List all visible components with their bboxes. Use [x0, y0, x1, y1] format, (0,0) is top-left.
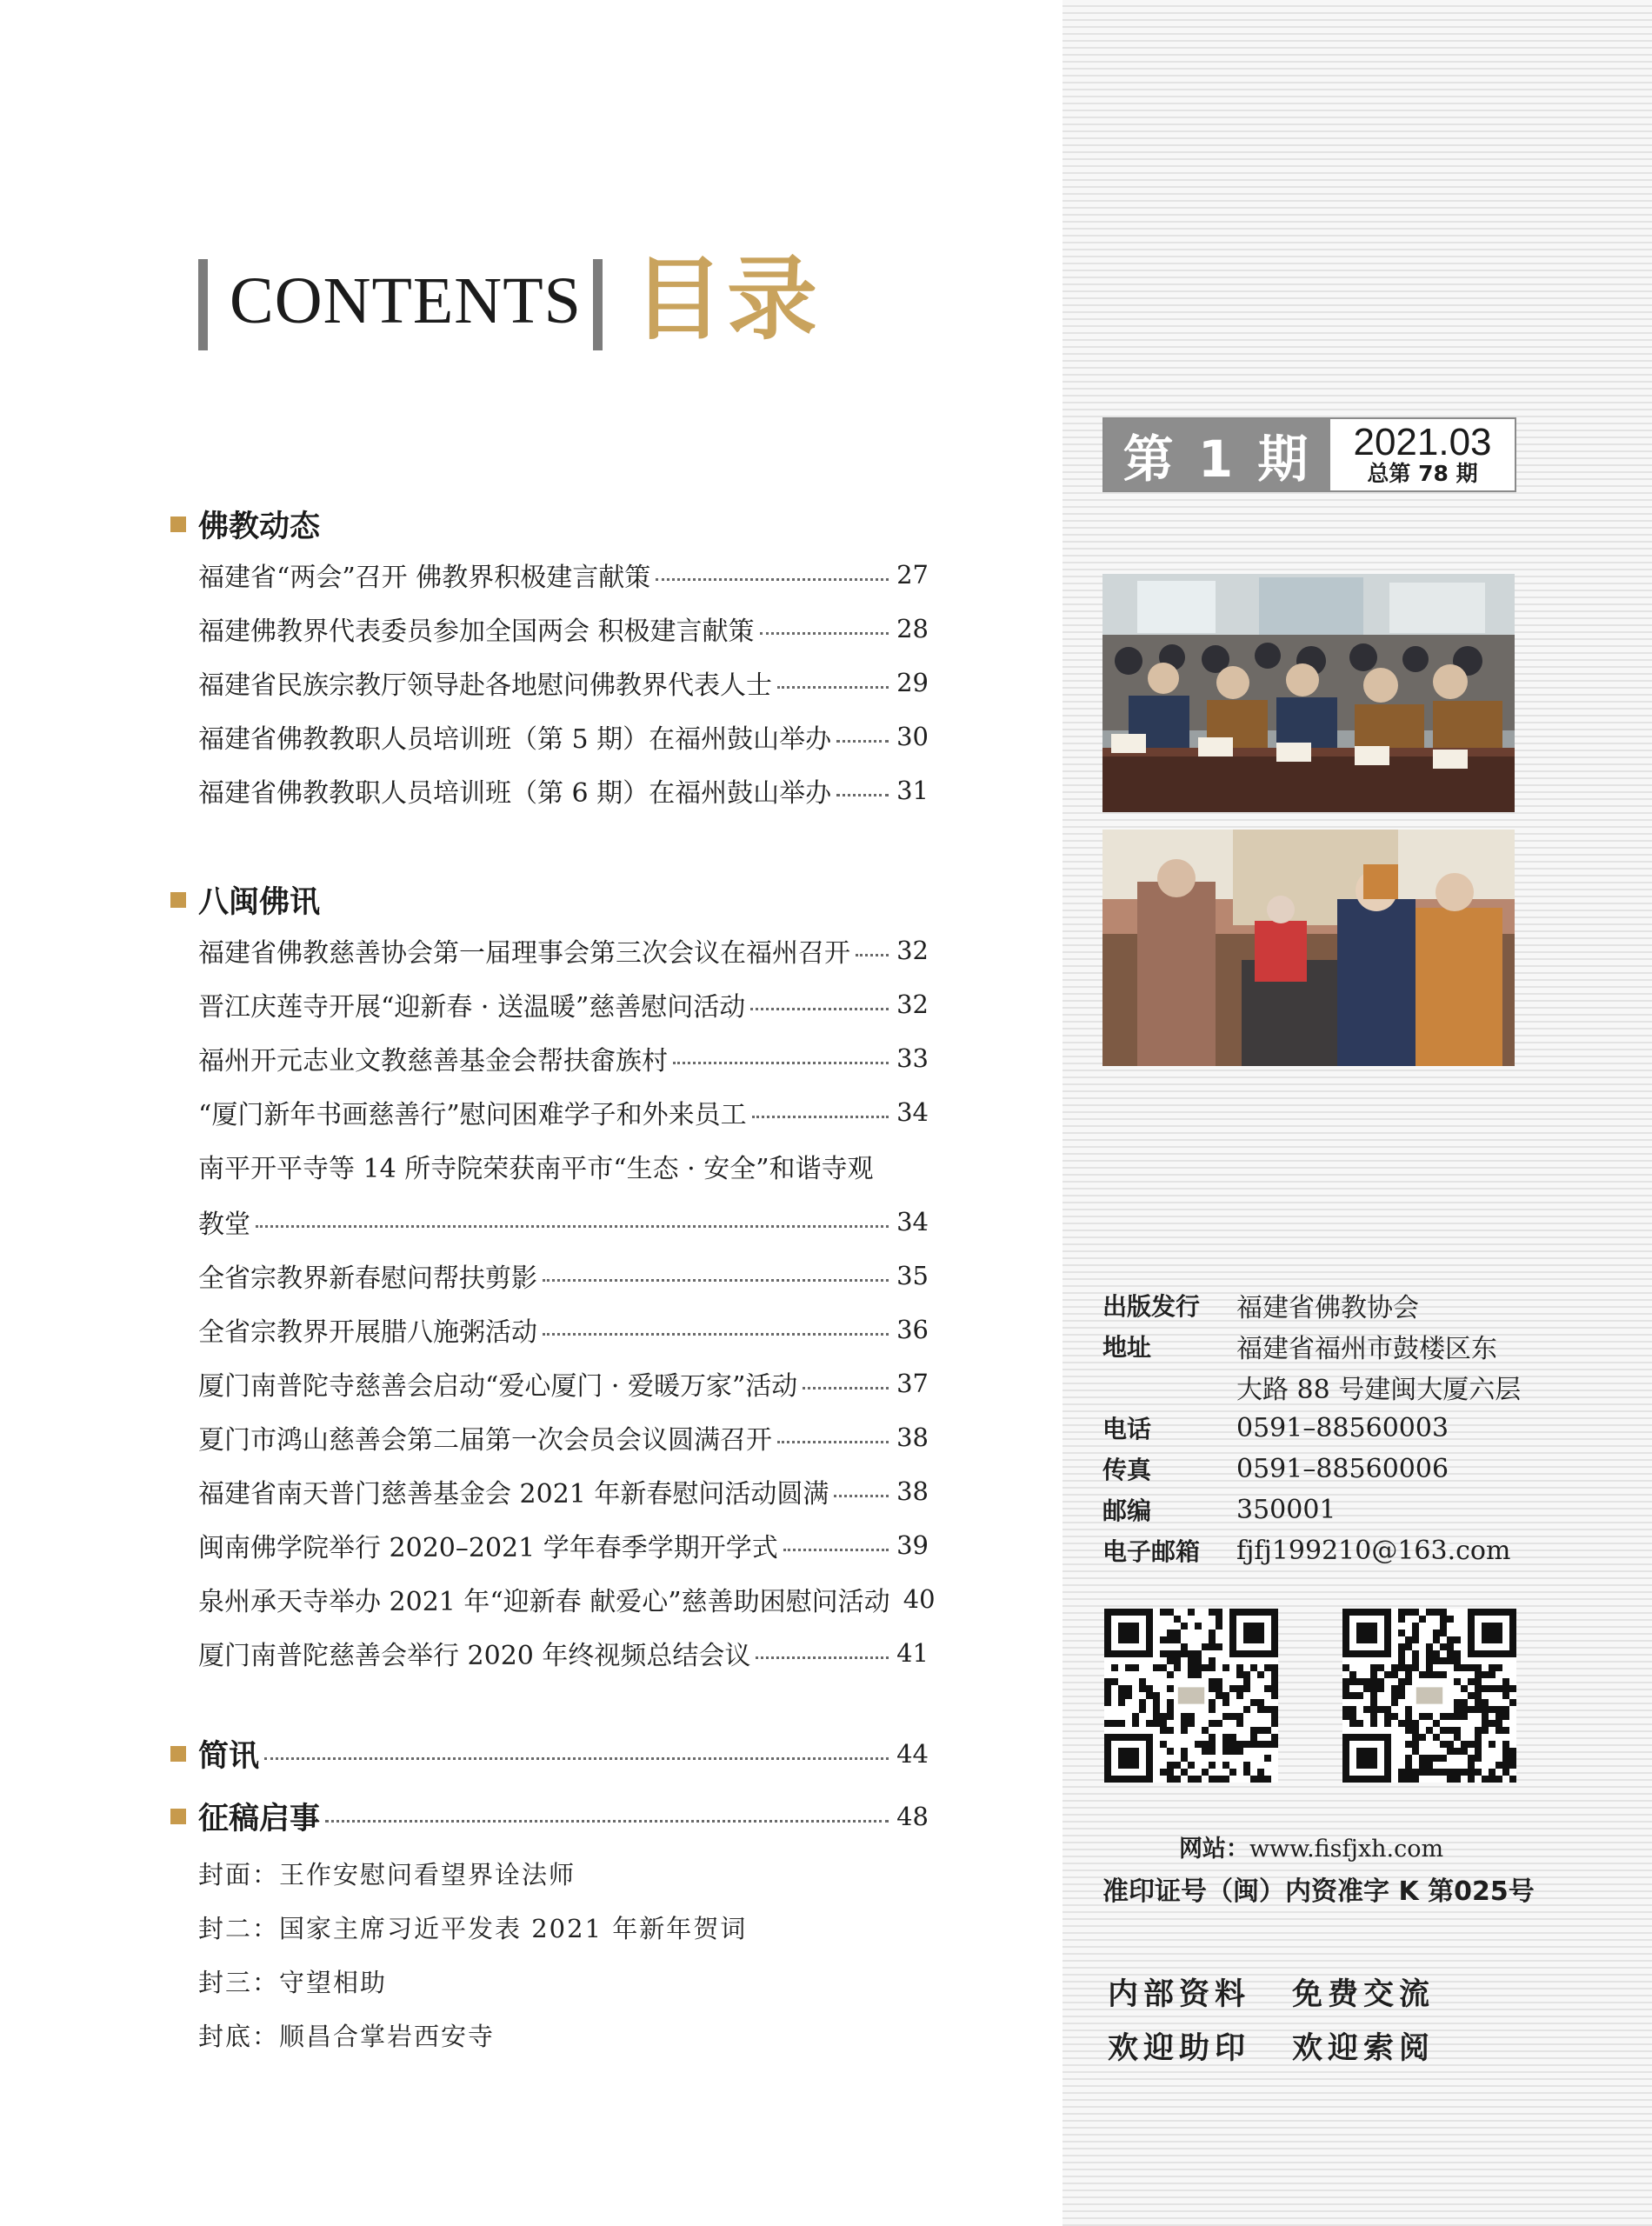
toc-entry[interactable] [198, 1202, 929, 1242]
info-value: 0591–88560006 [1236, 1453, 1449, 1484]
toc-entry-title: 闽南佛学院举行 2020–2021 学年春季学期开学式 [198, 1533, 778, 1563]
toc-entry-title: 福建省民族宗教厅领导赴各地慰问佛教界代表人士 [198, 670, 772, 701]
toc-section-entry[interactable] [170, 1734, 929, 1774]
section-marker-icon [170, 1809, 186, 1824]
leader-dots [836, 740, 889, 743]
toc-entry-page: 27 [896, 560, 929, 590]
section-heading [170, 880, 320, 920]
section-marker-icon [170, 1746, 186, 1762]
toc-entry-page: 40 [903, 1584, 936, 1614]
toc-entry[interactable] [198, 1633, 929, 1673]
toc-entry-page: 32 [896, 990, 929, 1019]
toc-entry-page: 44 [896, 1739, 929, 1769]
issue-badge [1102, 417, 1516, 492]
info-fax [1102, 1449, 1449, 1489]
header-bar-left [198, 259, 208, 350]
slogan-internal: 内部资料 [1108, 1977, 1251, 2012]
info-label: 电子邮箱 [1102, 1537, 1201, 1566]
toc-entry[interactable] [198, 716, 929, 756]
leader-dots [673, 1062, 889, 1064]
toc-entry[interactable] [198, 1471, 929, 1511]
toc-entry-title: 福建省佛教慈善协会第一届理事会第三次会议在福州召开 [198, 938, 850, 969]
toc-entry[interactable] [198, 1256, 929, 1296]
leader-dots [834, 1495, 889, 1497]
toc-entry[interactable] [198, 1038, 929, 1078]
leader-dots [760, 632, 889, 635]
toc-entry-title: 福建省南天普门慈善基金会 2021 年新春慰问活动圆满 [198, 1479, 829, 1510]
toc-entry-page: 28 [896, 614, 929, 643]
toc-entry-page: 36 [896, 1315, 929, 1344]
toc-entry[interactable] [198, 770, 929, 810]
leader-dots [836, 794, 889, 796]
toc-entry-page: 35 [896, 1261, 929, 1290]
info-value: 大路 88 号建闽大厦六层 [1236, 1375, 1522, 1405]
leader-dots [803, 1387, 889, 1390]
leader-dots [756, 1656, 889, 1659]
section-title: 佛教动态 [198, 510, 321, 544]
toc-entry-title-line2: 教堂 [198, 1210, 250, 1240]
section-title: 八闽佛讯 [198, 885, 321, 920]
toc-entry-page: 38 [896, 1423, 929, 1452]
info-address [1102, 1326, 1497, 1366]
info-postcode [1102, 1490, 1336, 1530]
section-marker-icon [170, 892, 186, 908]
toc-entry-page: 30 [896, 722, 929, 751]
toc-entry[interactable] [198, 555, 929, 595]
toc-entry-title: 厦门南普陀慈善会举行 2020 年终视频总结会议 [198, 1641, 751, 1671]
leader-dots [656, 578, 889, 581]
info-label: 地址 [1102, 1333, 1152, 1362]
info-publisher [1102, 1285, 1419, 1325]
info-label: 邮编 [1102, 1496, 1152, 1525]
toc-entry-page: 39 [896, 1530, 929, 1560]
toc-entry[interactable] [198, 1310, 929, 1350]
toc-entry-title: 福建省“两会”召开 佛教界积极建言献策 [198, 563, 651, 593]
leader-dots [777, 686, 889, 689]
toc-section-entry[interactable] [170, 1796, 929, 1836]
toc-entry-title: 全省宗教界开展腊八施粥活动 [198, 1317, 537, 1348]
info-value[interactable]: fjfj199210@163.com [1236, 1535, 1511, 1566]
cover-caption-inside-front: 封二：国家主席习近平发表 2021 年新年贺词 [198, 1913, 748, 1943]
toc-entry[interactable] [198, 609, 929, 649]
website-url[interactable]: www.fisfjxh.com [1249, 1836, 1444, 1863]
toc-entry-title: 晋江庆莲寺开展“迎新春 · 送温暖”慈善慰问活动 [198, 992, 746, 1023]
leader-dots [256, 1225, 889, 1228]
contents-title-en: CONTENTS [230, 264, 582, 337]
toc-entry-page: 31 [896, 776, 929, 805]
toc-entry[interactable] [198, 1092, 929, 1132]
cover-caption-inside-back: 封三：守望相助 [198, 1967, 388, 1997]
section-title: 征稿启事 [198, 1802, 321, 1836]
website-line [1102, 1829, 1520, 1863]
info-label: 出版发行 [1102, 1292, 1201, 1321]
info-value: 0591–88560003 [1236, 1412, 1449, 1443]
toc-entry-title: 夏门市鸿山慈善会第二届第一次会员会议圆满召开 [198, 1425, 772, 1456]
toc-entry-page: 48 [896, 1802, 929, 1831]
qr-code-right [1342, 1609, 1516, 1783]
slogan-free-exchange: 免费交流 [1292, 1977, 1436, 2012]
section-marker-icon [170, 517, 186, 532]
slogan-welcome-print: 欢迎助印 [1108, 2031, 1251, 2066]
cover-caption-back: 封底：顺昌合掌岩西安寺 [198, 2021, 496, 2051]
cover-caption-front: 封面：王作安慰问看望界诠法师 [198, 1859, 576, 1889]
toc-entry-page: 32 [896, 936, 929, 965]
toc-entry[interactable] [198, 663, 929, 703]
toc-entry-title-line1[interactable]: 南平开平寺等 14 所寺院荣获南平市“生态 · 安全”和谐寺观 [198, 1154, 874, 1184]
toc-entry[interactable] [198, 1579, 936, 1619]
website-label: 网站： [1178, 1836, 1249, 1863]
section-title: 简讯 [198, 1739, 260, 1774]
qr-code-left [1104, 1609, 1278, 1783]
leader-dots [750, 1008, 889, 1010]
toc-entry-page: 33 [896, 1043, 929, 1073]
toc-entry-title: 全省宗教界新春慰问帮扶剪影 [198, 1263, 537, 1294]
header-bar-middle [593, 259, 603, 350]
issue-total: 总第 78 期 [1367, 461, 1478, 486]
leader-dots [543, 1279, 889, 1282]
info-label: 传真 [1102, 1456, 1152, 1484]
visit-photo [1102, 830, 1515, 1066]
toc-entry-page: 41 [896, 1638, 929, 1668]
toc-entry[interactable] [198, 930, 929, 970]
info-address-line2 [1102, 1367, 1521, 1407]
toc-entry-title: 福建省佛教教职人员培训班（第 5 期）在福州鼓山举办 [198, 724, 832, 755]
info-email [1102, 1530, 1510, 1570]
section-heading [170, 504, 320, 544]
leader-dots [777, 1441, 889, 1443]
issue-number: 第 1 期 [1104, 419, 1330, 490]
info-label: 电话 [1102, 1415, 1152, 1443]
leader-dots [752, 1116, 889, 1118]
leader-dots [783, 1549, 889, 1551]
leader-dots [264, 1757, 889, 1760]
toc-entry[interactable] [198, 1417, 929, 1457]
issue-meta [1330, 419, 1515, 490]
info-value: 福建省福州市鼓楼区东 [1236, 1334, 1497, 1364]
leader-dots [325, 1820, 889, 1823]
toc-entry-page: 38 [896, 1476, 929, 1506]
toc-entry-page: 34 [896, 1097, 929, 1127]
print-permit: 准印证号（闽）内资准字 K 第025号 [1102, 1876, 1535, 1907]
contents-title-cn: 目录 [633, 246, 822, 352]
toc-entry-title: 福建省佛教教职人员培训班（第 6 期）在福州鼓山举办 [198, 778, 832, 809]
issue-date: 2021.03 [1353, 421, 1492, 463]
toc-entry-title: 泉州承天寺举办 2021 年“迎新春 献爱心”慈善助困慰问活动 [198, 1587, 890, 1617]
toc-entry-page: 37 [896, 1369, 929, 1398]
toc-entry[interactable] [198, 1525, 929, 1565]
toc-entry-title: 福建佛教界代表委员参加全国两会 积极建言献策 [198, 616, 755, 647]
info-phone [1102, 1408, 1449, 1448]
toc-entry-title: “厦门新年书画慈善行”慰问困难学子和外来员工 [198, 1100, 747, 1130]
info-value: 350001 [1236, 1494, 1336, 1525]
toc-entry-page: 34 [896, 1207, 929, 1236]
toc-entry[interactable] [198, 984, 929, 1024]
toc-entry-title: 厦门南普陀寺慈善会启动“爱心厦门 · 爱暖万家”活动 [198, 1371, 798, 1402]
info-value: 福建省佛教协会 [1236, 1293, 1419, 1323]
leader-dots [856, 954, 889, 956]
leader-dots [543, 1333, 889, 1336]
toc-entry-title: 福州开元志业文教慈善基金会帮扶畲族村 [198, 1046, 668, 1076]
toc-entry[interactable] [198, 1363, 929, 1403]
meeting-photo [1102, 574, 1515, 812]
toc-entry-page: 29 [896, 668, 929, 697]
slogan-welcome-request: 欢迎索阅 [1292, 2031, 1436, 2066]
